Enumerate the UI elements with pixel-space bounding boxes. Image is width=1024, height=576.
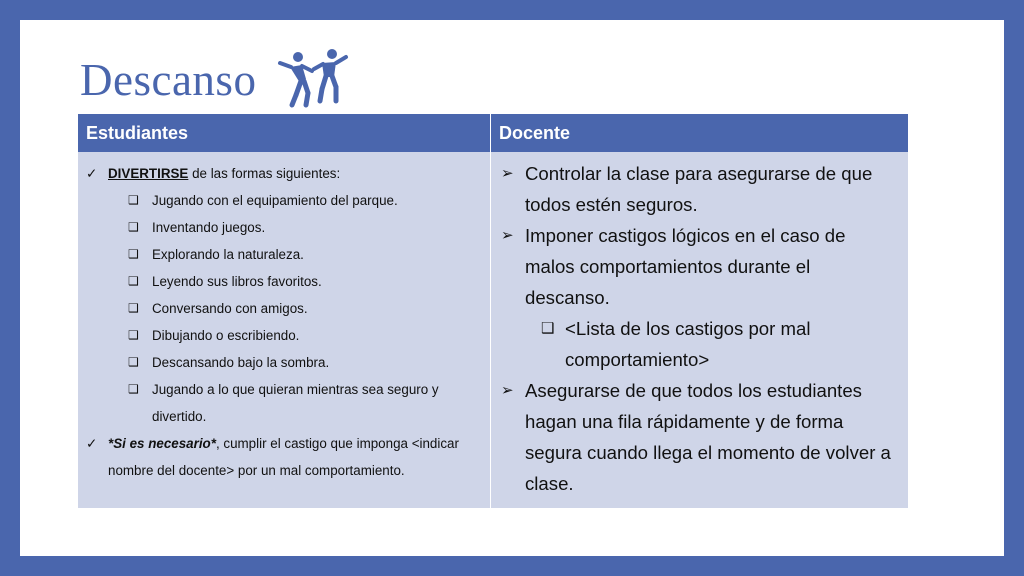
item-bold: DIVERTIRSE: [108, 166, 189, 181]
checkmark-icon: ✓: [86, 436, 98, 451]
header-estudiantes: Estudiantes: [78, 114, 491, 152]
sub-item-text: Jugando a lo que quieran mientras sea seguro y divertido.: [152, 382, 439, 424]
list-item: [86, 430, 480, 484]
sub-item-text: Leyendo sus libros favoritos.: [152, 274, 322, 289]
sub-item-text: Inventando juegos.: [152, 220, 266, 235]
descanso-table: [78, 114, 908, 508]
sub-list-item: [86, 376, 480, 430]
sub-list-item: [86, 214, 480, 241]
sub-item-text: Jugando con el equipamiento del parque.: [152, 193, 398, 208]
sub-item-text: Descansando bajo la sombra.: [152, 355, 330, 370]
sub-item-text: Explorando la naturaleza.: [152, 247, 304, 262]
header-docente: Docente: [491, 114, 909, 152]
item-text: Imponer castigos lógicos en el caso de malos comportamientos durante el descanso.: [525, 225, 846, 308]
square-bullet-icon: ❑: [541, 320, 555, 337]
sub-list-item: [499, 313, 898, 375]
square-bullet-icon: ❑: [128, 301, 139, 315]
dancing-people-icon: [276, 49, 352, 111]
estudiantes-list: [78, 152, 490, 484]
list-item: [499, 158, 898, 220]
docente-cell: [491, 152, 909, 508]
sub-list-item: [86, 268, 480, 295]
square-bullet-icon: ❑: [128, 193, 139, 207]
title-row: [80, 50, 352, 110]
checkmark-icon: ✓: [86, 166, 98, 181]
sub-list-item: [86, 322, 480, 349]
list-item: [86, 160, 480, 187]
square-bullet-icon: ❑: [128, 247, 139, 261]
sub-list-item: [86, 187, 480, 214]
sub-item-text: <Lista de los castigos por mal comportamiento>: [565, 318, 811, 370]
item-bold: *Si es necesario*: [108, 436, 216, 451]
item-text: de las formas siguientes:: [188, 166, 341, 181]
square-bullet-icon: ❑: [128, 274, 139, 288]
item-text: Asegurarse de que todos los estudiantes hagan una fila rápidamente y de forma segura cuando llega el momento de volver a clase.: [525, 380, 891, 494]
sub-item-text: Dibujando o escribiendo.: [152, 328, 300, 343]
square-bullet-icon: ❑: [128, 220, 139, 234]
table-header-row: [78, 114, 908, 152]
arrow-bullet-icon: ➢: [501, 165, 514, 182]
estudiantes-cell: [78, 152, 491, 508]
arrow-bullet-icon: ➢: [501, 382, 514, 399]
item-text: Controlar la clase para asegurarse de que todos estén seguros.: [525, 163, 873, 215]
sub-list-item: [86, 349, 480, 376]
item-text: , cumplir el castigo que imponga <indicar nombre del docente> por un mal comportamiento.: [108, 436, 459, 478]
sub-list-item: [86, 295, 480, 322]
sub-list-item: [86, 241, 480, 268]
square-bullet-icon: ❑: [128, 328, 139, 342]
table-row: [78, 152, 908, 508]
page-title: Descanso: [80, 55, 257, 105]
square-bullet-icon: ❑: [128, 355, 139, 369]
square-bullet-icon: ❑: [128, 382, 139, 396]
docente-list: [491, 152, 908, 499]
arrow-bullet-icon: ➢: [501, 227, 514, 244]
list-item: [499, 220, 898, 313]
sub-item-text: Conversando con amigos.: [152, 301, 308, 316]
list-item: [499, 375, 898, 499]
